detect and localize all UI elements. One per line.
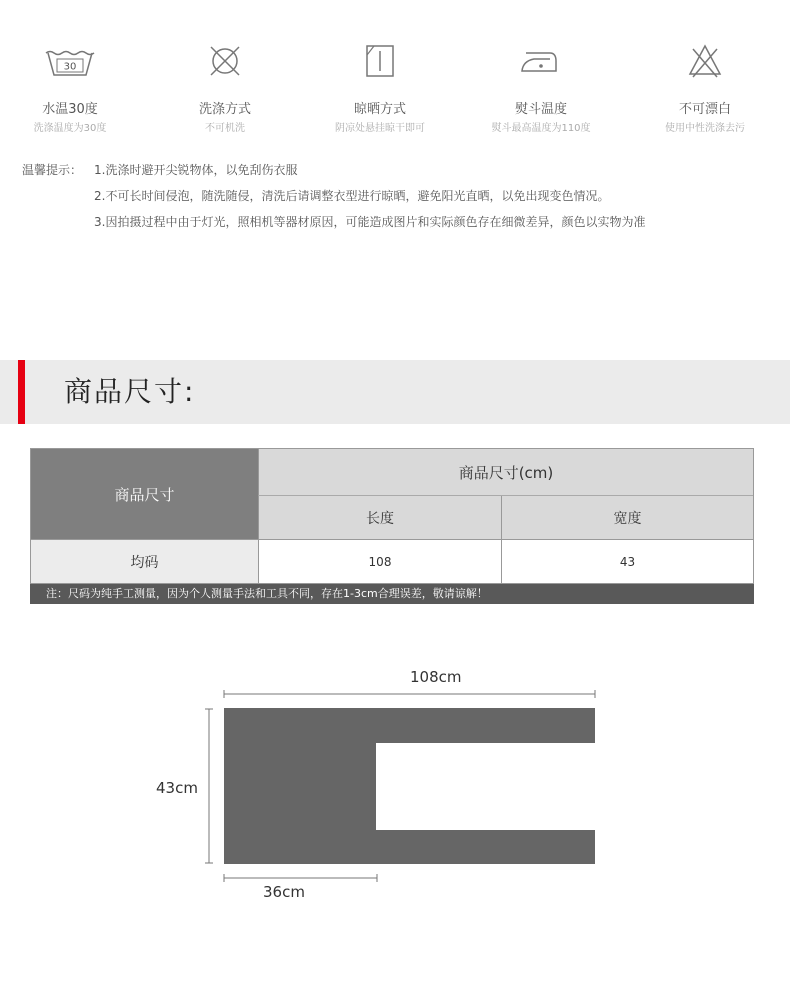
size-table xyxy=(30,448,754,584)
tip-line-1: 1.洗涤时避开尖锐物体，以免刮伤衣服 xyxy=(94,163,298,177)
inner-length-label: 36cm xyxy=(263,883,305,901)
table-group-header: 商品尺寸(cm) xyxy=(258,449,753,496)
table-row-header: 商品尺寸 xyxy=(31,449,258,539)
iron-icon xyxy=(466,36,616,86)
tips-label: 温馨提示： xyxy=(22,163,83,177)
no-bleach-icon xyxy=(630,36,780,86)
tip-line-2: 2.不可长时间侵泡，随洗随侵，清洗后请调整衣型进行晾晒，避免阳光直晒，以免出现变色情况。 xyxy=(94,189,610,203)
tip-line-3: 3.因拍摄过程中由于灯光，照相机等器材原因，可能造成图片和实际颜色存在细微差异，颜色以实物为准 xyxy=(94,215,646,229)
wash-30-icon xyxy=(0,36,145,86)
care-item-drying xyxy=(305,36,455,135)
length-label: 108cm xyxy=(410,668,462,686)
width-label: 43cm xyxy=(156,779,198,797)
section-header xyxy=(0,360,790,424)
care-subtitle: 不可机洗 xyxy=(205,123,245,134)
section-title: 商品尺寸: xyxy=(64,375,196,408)
care-item-wash-method xyxy=(150,36,300,135)
column-header-width: 宽度 xyxy=(501,496,753,539)
product-shape xyxy=(224,708,595,864)
care-subtitle: 洗涤温度为30度 xyxy=(33,123,107,134)
size-diagram-graphic xyxy=(0,660,790,920)
line-dry-shade-icon xyxy=(305,36,455,86)
table-cell-length: 108 xyxy=(258,539,501,583)
care-item-wash-temp xyxy=(0,36,145,135)
measurement-note: 注：尺码为纯手工测量，因为个人测量手法和工具不同，存在1-3cm合理误差，敬请谅解！ xyxy=(30,584,754,604)
care-subtitle: 熨斗最高温度为110度 xyxy=(491,123,591,134)
care-title: 洗涤方式 xyxy=(198,102,251,117)
care-title: 水温30度 xyxy=(42,102,98,117)
size-diagram xyxy=(0,660,790,920)
care-item-ironing xyxy=(466,36,616,135)
no-machine-wash-icon xyxy=(150,36,300,86)
care-title: 熨斗温度 xyxy=(514,102,567,117)
table-cell-size: 均码 xyxy=(31,539,258,583)
care-subtitle: 阴凉处悬挂晾干即可 xyxy=(335,123,425,134)
care-title: 晾晒方式 xyxy=(353,102,406,117)
column-header-length: 长度 xyxy=(258,496,501,539)
care-instructions xyxy=(0,36,790,146)
care-item-bleach xyxy=(630,36,780,135)
care-title: 不可漂白 xyxy=(678,102,731,117)
wash-temp-number: 30 xyxy=(63,61,77,73)
section-accent-bar xyxy=(18,360,25,424)
table-cell-width: 43 xyxy=(501,539,753,583)
care-subtitle: 使用中性洗涤去污 xyxy=(665,123,745,134)
